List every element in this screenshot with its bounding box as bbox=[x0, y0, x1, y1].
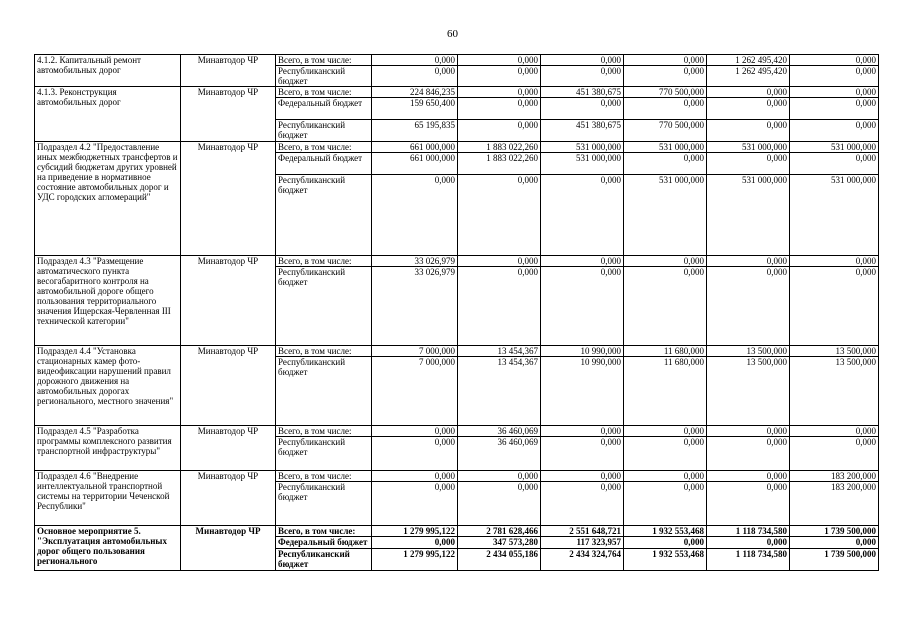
amount-cell: 0,000 bbox=[458, 482, 541, 526]
funding-source-cell: Федеральный бюджет bbox=[276, 537, 372, 549]
amount-cell: 0,000 bbox=[624, 537, 707, 549]
amount-cell: 1 118 734,580 bbox=[707, 549, 790, 571]
funding-source-cell: Всего, в том числе: bbox=[276, 87, 372, 98]
amount-cell: 0,000 bbox=[541, 471, 624, 482]
amount-cell: 13 500,000 bbox=[707, 357, 790, 426]
amount-cell: 159 650,400 bbox=[372, 98, 458, 120]
funding-source-cell: Всего, в том числе: bbox=[276, 426, 372, 437]
amount-cell: 1 279 995,122 bbox=[372, 526, 458, 537]
measure-name-cell: 4.1.2. Капитальный ремонт автомобильных дорог bbox=[35, 55, 181, 87]
amount-cell: 7 000,000 bbox=[372, 357, 458, 426]
amount-cell: 1 739 500,000 bbox=[790, 526, 879, 537]
page-number: 60 bbox=[447, 28, 458, 40]
funding-source-cell: Всего, в том числе: bbox=[276, 142, 372, 153]
amount-cell: 347 573,280 bbox=[458, 537, 541, 549]
amount-cell: 0,000 bbox=[707, 256, 790, 267]
amount-cell: 531 000,000 bbox=[790, 175, 879, 256]
amount-cell: 0,000 bbox=[372, 66, 458, 87]
amount-cell: 0,000 bbox=[541, 66, 624, 87]
amount-cell: 183 200,000 bbox=[790, 482, 879, 526]
measure-name-cell: Подраздел 4.2 "Предоставление иных межбюджетных трансфертов и субсидий бюджетам других уровней на приведение в нормативное состояние автомобильных дорог и УДС городских агломераций" bbox=[35, 142, 181, 256]
amount-cell: 0,000 bbox=[707, 426, 790, 437]
amount-cell: 661 000,000 bbox=[372, 142, 458, 153]
amount-cell: 531 000,000 bbox=[707, 175, 790, 256]
amount-cell: 0,000 bbox=[790, 66, 879, 87]
amount-cell: 0,000 bbox=[707, 537, 790, 549]
amount-cell: 0,000 bbox=[458, 98, 541, 120]
amount-cell: 13 500,000 bbox=[790, 346, 879, 357]
amount-cell: 2 434 055,186 bbox=[458, 549, 541, 571]
amount-cell: 2 434 324,764 bbox=[541, 549, 624, 571]
amount-cell: 0,000 bbox=[624, 437, 707, 471]
budget-table bbox=[34, 54, 879, 571]
amount-cell: 65 195,835 bbox=[372, 120, 458, 142]
amount-cell: 0,000 bbox=[372, 55, 458, 66]
measure-name-cell: Подраздел 4.6 "Внедрение интеллектуальной транспортной системы на территории Чеченской Республики" bbox=[35, 471, 181, 526]
amount-cell: 1 883 022,260 bbox=[458, 142, 541, 153]
measure-name-cell: 4.1.3. Реконструкция автомобильных дорог bbox=[35, 87, 181, 142]
funding-source-cell: Республиканский бюджет bbox=[276, 549, 372, 571]
funding-source-cell: Всего, в том числе: bbox=[276, 256, 372, 267]
amount-cell: 0,000 bbox=[458, 256, 541, 267]
amount-cell: 0,000 bbox=[624, 98, 707, 120]
amount-cell: 0,000 bbox=[790, 267, 879, 346]
executor-cell: Минавтодор ЧР bbox=[181, 426, 276, 471]
table-row bbox=[35, 87, 879, 98]
funding-source-cell: Республиканский бюджет bbox=[276, 482, 372, 526]
amount-cell: 1 262 495,420 bbox=[707, 55, 790, 66]
amount-cell: 1 739 500,000 bbox=[790, 549, 879, 571]
amount-cell: 0,000 bbox=[372, 482, 458, 526]
measure-name-cell: Подраздел 4.3 "Размещение автоматического пункта весогабаритного контроля на автомобильной дороге общего пользования территориального значения Ищерская-Червленная III технической категории" bbox=[35, 256, 181, 346]
amount-cell: 0,000 bbox=[372, 437, 458, 471]
measure-name-cell: Основное мероприятие 5. "Эксплуатация автомобильных дорог общего пользования регионального bbox=[35, 526, 181, 571]
amount-cell: 0,000 bbox=[624, 153, 707, 175]
amount-cell: 0,000 bbox=[707, 153, 790, 175]
amount-cell: 0,000 bbox=[790, 437, 879, 471]
amount-cell: 11 680,000 bbox=[624, 357, 707, 426]
amount-cell: 0,000 bbox=[458, 87, 541, 98]
amount-cell: 33 026,979 bbox=[372, 256, 458, 267]
amount-cell: 13 454,367 bbox=[458, 346, 541, 357]
measure-name-cell: Подраздел 4.4 "Установка стационарных камер фото-видеофиксации нарушений правил дорожного движения на автомобильных дорогах регионального, местного значения" bbox=[35, 346, 181, 426]
amount-cell: 183 200,000 bbox=[790, 471, 879, 482]
amount-cell: 531 000,000 bbox=[790, 142, 879, 153]
amount-cell: 36 460,069 bbox=[458, 426, 541, 437]
table-body bbox=[35, 55, 879, 571]
executor-cell: Минавтодор ЧР bbox=[181, 55, 276, 87]
measure-name-cell: Подраздел 4.5 "Разработка программы комплексного развития транспортной инфраструктуры" bbox=[35, 426, 181, 471]
amount-cell: 770 500,000 bbox=[624, 87, 707, 98]
amount-cell: 661 000,000 bbox=[372, 153, 458, 175]
funding-source-cell: Республиканский бюджет bbox=[276, 175, 372, 256]
amount-cell: 0,000 bbox=[541, 426, 624, 437]
amount-cell: 0,000 bbox=[541, 482, 624, 526]
amount-cell: 13 500,000 bbox=[790, 357, 879, 426]
table-row bbox=[35, 471, 879, 482]
amount-cell: 0,000 bbox=[541, 256, 624, 267]
amount-cell: 10 990,000 bbox=[541, 346, 624, 357]
amount-cell: 531 000,000 bbox=[624, 142, 707, 153]
amount-cell: 0,000 bbox=[707, 471, 790, 482]
executor-cell: Минавтодор ЧР bbox=[181, 142, 276, 256]
amount-cell: 0,000 bbox=[790, 426, 879, 437]
amount-cell: 0,000 bbox=[707, 98, 790, 120]
amount-cell: 0,000 bbox=[624, 66, 707, 87]
amount-cell: 0,000 bbox=[790, 98, 879, 120]
amount-cell: 224 846,235 bbox=[372, 87, 458, 98]
amount-cell: 7 000,000 bbox=[372, 346, 458, 357]
amount-cell: 0,000 bbox=[541, 437, 624, 471]
executor-cell: Минавтодор ЧР bbox=[181, 256, 276, 346]
amount-cell: 0,000 bbox=[707, 437, 790, 471]
executor-cell: Минавтодор ЧР bbox=[181, 87, 276, 142]
table-row bbox=[35, 142, 879, 153]
amount-cell: 0,000 bbox=[707, 120, 790, 142]
funding-source-cell: Всего, в том числе: bbox=[276, 526, 372, 537]
funding-source-cell: Республиканский бюджет bbox=[276, 437, 372, 471]
amount-cell: 1 262 495,420 bbox=[707, 66, 790, 87]
amount-cell: 531 000,000 bbox=[624, 175, 707, 256]
amount-cell: 0,000 bbox=[790, 256, 879, 267]
amount-cell: 0,000 bbox=[790, 537, 879, 549]
amount-cell: 13 454,367 bbox=[458, 357, 541, 426]
amount-cell: 2 781 628,466 bbox=[458, 526, 541, 537]
amount-cell: 0,000 bbox=[458, 471, 541, 482]
amount-cell: 1 279 995,122 bbox=[372, 549, 458, 571]
amount-cell: 0,000 bbox=[707, 267, 790, 346]
executor-cell: Минавтодор ЧР bbox=[181, 526, 276, 571]
amount-cell: 0,000 bbox=[624, 471, 707, 482]
table-row bbox=[35, 55, 879, 66]
amount-cell: 451 380,675 bbox=[541, 87, 624, 98]
amount-cell: 0,000 bbox=[624, 482, 707, 526]
amount-cell: 770 500,000 bbox=[624, 120, 707, 142]
amount-cell: 36 460,069 bbox=[458, 437, 541, 471]
table-row bbox=[35, 426, 879, 437]
executor-cell: Минавтодор ЧР bbox=[181, 471, 276, 526]
amount-cell: 0,000 bbox=[624, 55, 707, 66]
funding-source-cell: Федеральный бюджет bbox=[276, 153, 372, 175]
funding-source-cell: Республиканский бюджет bbox=[276, 267, 372, 346]
amount-cell: 0,000 bbox=[624, 267, 707, 346]
funding-source-cell: Всего, в том числе: bbox=[276, 471, 372, 482]
funding-source-cell: Федеральный бюджет bbox=[276, 98, 372, 120]
funding-source-cell: Республиканский бюджет bbox=[276, 66, 372, 87]
amount-cell: 11 680,000 bbox=[624, 346, 707, 357]
amount-cell: 13 500,000 bbox=[707, 346, 790, 357]
amount-cell: 0,000 bbox=[624, 426, 707, 437]
amount-cell: 0,000 bbox=[790, 55, 879, 66]
amount-cell: 1 932 553,468 bbox=[624, 549, 707, 571]
amount-cell: 0,000 bbox=[458, 55, 541, 66]
amount-cell: 1 883 022,260 bbox=[458, 153, 541, 175]
amount-cell: 0,000 bbox=[372, 471, 458, 482]
amount-cell: 0,000 bbox=[790, 153, 879, 175]
amount-cell: 1 118 734,580 bbox=[707, 526, 790, 537]
amount-cell: 117 323,957 bbox=[541, 537, 624, 549]
amount-cell: 531 000,000 bbox=[541, 142, 624, 153]
amount-cell: 0,000 bbox=[790, 120, 879, 142]
table-row bbox=[35, 256, 879, 267]
amount-cell: 531 000,000 bbox=[707, 142, 790, 153]
amount-cell: 2 551 648,721 bbox=[541, 526, 624, 537]
amount-cell: 0,000 bbox=[541, 267, 624, 346]
amount-cell: 0,000 bbox=[458, 120, 541, 142]
funding-source-cell: Всего, в том числе: bbox=[276, 346, 372, 357]
amount-cell: 0,000 bbox=[541, 175, 624, 256]
funding-source-cell: Республиканский бюджет bbox=[276, 120, 372, 142]
funding-source-cell: Всего, в том числе: bbox=[276, 55, 372, 66]
amount-cell: 0,000 bbox=[790, 87, 879, 98]
amount-cell: 33 026,979 bbox=[372, 267, 458, 346]
amount-cell: 0,000 bbox=[541, 55, 624, 66]
amount-cell: 1 932 553,468 bbox=[624, 526, 707, 537]
amount-cell: 10 990,000 bbox=[541, 357, 624, 426]
amount-cell: 0,000 bbox=[707, 87, 790, 98]
executor-cell: Минавтодор ЧР bbox=[181, 346, 276, 426]
amount-cell: 0,000 bbox=[372, 426, 458, 437]
table-row bbox=[35, 346, 879, 357]
amount-cell: 0,000 bbox=[458, 267, 541, 346]
amount-cell: 0,000 bbox=[458, 175, 541, 256]
amount-cell: 531 000,000 bbox=[541, 153, 624, 175]
amount-cell: 0,000 bbox=[372, 175, 458, 256]
amount-cell: 0,000 bbox=[541, 98, 624, 120]
funding-source-cell: Республиканский бюджет bbox=[276, 357, 372, 426]
amount-cell: 0,000 bbox=[458, 66, 541, 87]
amount-cell: 451 380,675 bbox=[541, 120, 624, 142]
amount-cell: 0,000 bbox=[624, 256, 707, 267]
table-row bbox=[35, 526, 879, 537]
amount-cell: 0,000 bbox=[707, 482, 790, 526]
amount-cell: 0,000 bbox=[372, 537, 458, 549]
